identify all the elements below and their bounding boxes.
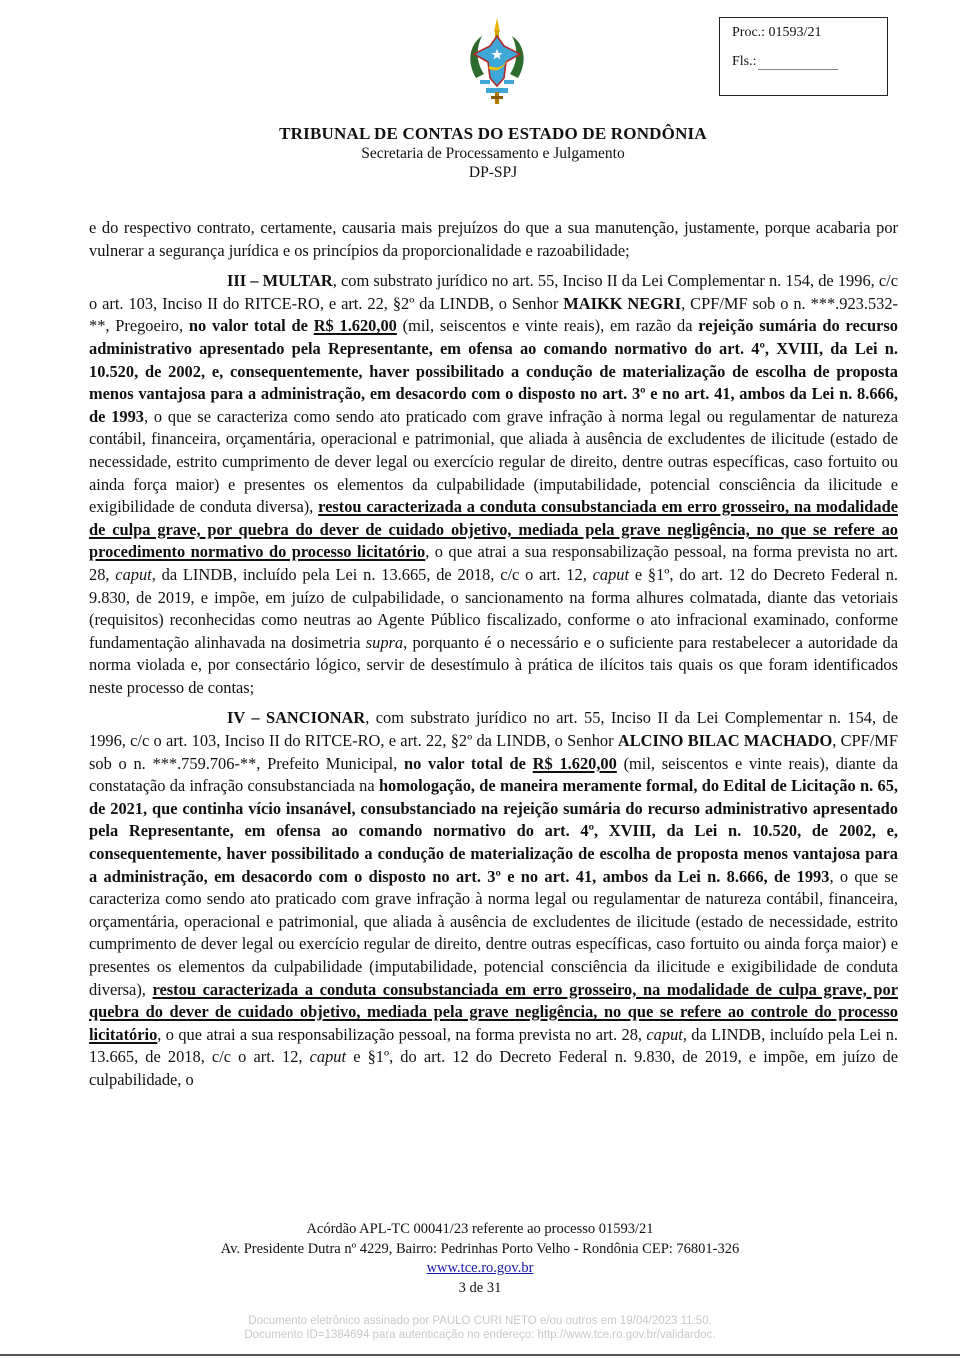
document-footer bbox=[0, 1220, 960, 1298]
text-span: (mil, seiscentos e vinte reais), em razão da bbox=[396, 316, 699, 336]
item-iv-conduct-finding: restou caracterizada a conduta consubstanciada em erro grosseiro, na modalidade de culpa grave, por quebra do dever de cuidado objetivo, mediada pela grave negligência, no que se refere ao controle do processo licitatório bbox=[89, 979, 898, 1044]
text-span: , com substrato jurídico no art. 55, Inciso II da Lei Complementar n. 154, de 1996, c/c o art. 103, Inciso II do RITCE-RO, e art. 22, §2º da LINDB, o Senhor bbox=[89, 271, 898, 313]
process-number: Proc.: 01593/21 bbox=[732, 25, 822, 40]
paragraph-item-iv bbox=[89, 707, 898, 1091]
italic-term: caput bbox=[592, 564, 630, 584]
italic-term: caput bbox=[646, 1024, 683, 1044]
text-span: (mil, seiscentos e vinte reais), diante da constatação da infração consubstanciada na bbox=[89, 753, 898, 796]
text-span: , da LINDB, incluído pela Lei n. 13.665, de 2018, c/c o art. 12, bbox=[89, 1024, 898, 1067]
paragraph-item-iii bbox=[89, 270, 898, 699]
item-iii-infraction: rejeição sumária do recurso administrativo apresentado pela Representante, em ofensa ao comando normativo do art. 4º, XVIII, da Lei n. 10.520, de 2002, e, consequentemente, haver possibilitado a condução de materialização de escolha de proposta menos vantajosa para a administração, em desacordo com o disposto no art. 3º e no art. 41, ambos da Lei n. 8.666, de 1993 bbox=[89, 316, 898, 426]
text-span: , CPF/MF sob o n. ***.923.532-**, Pregoeiro, bbox=[89, 293, 898, 336]
signature-line-2: Documento ID=1384694 para autenticação no endereço: http://www.tce.ro.gov.br/validardoc. bbox=[244, 1329, 716, 1341]
text-span: , o que se caracteriza como sendo ato praticado com grave infração à norma legal ou regulamentar de natureza contábil, financeira, orçamentária, operacional e patrimonial, que aliada à ausência de excludentes de ilicitude (estado de necessidade, estrito cumprimento de dever legal ou exercício regular de direito, dentre outras específicas, caso fortuito ou ainda força maior) e presentes os elementos da culpabilidade (imputabilidade, potencial consciência da ilicitude e exigibilidade de conduta diversa), bbox=[89, 866, 898, 999]
footer-address: Av. Presidente Dutra nº 4229, Bairro: Pedrinhas Porto Velho - Rondônia CEP: 76801-326 bbox=[220, 1240, 740, 1257]
text-span: , o que se caracteriza como sendo ato praticado com grave infração à norma legal ou regulamentar de natureza contábil, financeira, orçamentária, operacional e patrimonial, que aliada à ausência de excludentes de ilicitude (estado de necessidade, estrito cumprimento de dever legal ou exercício regular de direito, dentre outras específicas, caso fortuito ou ainda força maior) e presentes os elementos da culpabilidade (imputabilidade, potencial consciência da ilicitude e exigibilidade de conduta diversa), bbox=[89, 406, 898, 517]
text-span: e §1º, do art. 12 do Decreto Federal n. 9.830, de 2019, e impõe, em juízo de culpabilidade, o bbox=[89, 1047, 898, 1089]
item-iv-label: IV – SANCIONAR bbox=[227, 708, 366, 728]
page-bottom-border bbox=[0, 1354, 960, 1356]
crest-ribbon-left bbox=[480, 80, 490, 84]
folio-field bbox=[732, 54, 838, 70]
crest-sword-guard bbox=[491, 96, 503, 99]
intro-paragraph: e do respectivo contrato, certamente, causaria mais prejuízos do que a sua manutenção, justamente, porque acabaria por vulnerar a segurança jurídica e os princípios da proporcionalidade e razoabilidade; bbox=[89, 218, 898, 260]
item-iii-value-prefix: no valor total de bbox=[188, 316, 314, 336]
institution-subtitle: Secretaria de Processamento e Julgamento bbox=[361, 145, 625, 162]
item-iv-name: ALCINO BILAC MACHADO bbox=[617, 731, 833, 751]
crest-ribbon-right bbox=[504, 80, 514, 84]
text-span: , com substrato jurídico no art. 55, Inciso II da Lei Complementar n. 154, de 1996, c/c o art. 103, Inciso II do RITCE-RO, e art. 22, §2º da LINDB, o Senhor bbox=[89, 708, 898, 751]
item-iii-label: III – MULTAR bbox=[227, 271, 333, 291]
item-iii-fine-value: R$ 1.620,00 bbox=[313, 316, 397, 336]
item-iv-value-prefix: no valor total de bbox=[404, 753, 533, 773]
folio-blank-line bbox=[758, 55, 838, 70]
text-span: , CPF/MF sob o n. ***.759.706-**, Prefeito Municipal, bbox=[89, 731, 898, 773]
text-span: , o que atrai a sua responsabilização pessoal, na forma prevista no art. 28, bbox=[157, 1024, 647, 1044]
footer-acordao: Acórdão APL-TC 00041/23 referente ao processo 01593/21 bbox=[306, 1221, 654, 1237]
process-number-box bbox=[719, 17, 888, 96]
electronic-signature-stamp bbox=[0, 1314, 960, 1342]
item-iv-infraction: homologação, de maneira meramente formal, do Edital de Licitação n. 65, de 2021, que continha vício insanável, consubstanciado na rejeição sumária do recurso administrativo apresentado pela Representante, em ofensa ao comando normativo do art. 4º, XVIII, da Lei n. 10.520, de 2002, e, consequentemente, haver possibilitado a condução de materialização de escolha de proposta menos vantajosa para a administração, em desacordo com o disposto no art. 3º e no art. 41, ambos da Lei n. 8.666, de 1993 bbox=[89, 776, 898, 886]
item-iii-name: MAIKK NEGRI bbox=[563, 293, 682, 313]
text-span: , da LINDB, incluído pela Lei n. 13.665, de 2018, c/c o art. 12, bbox=[151, 564, 593, 584]
italic-term: supra bbox=[365, 632, 404, 652]
item-iv-fine-value: R$ 1.620,00 bbox=[532, 753, 617, 773]
text-span: , porquanto é o necessário e o suficiente para restabelecer a autoridade da norma violada e, por consectário lógico, servir de desestímulo à prática de ilícitos tais quais os que foram identificados neste processo de contas; bbox=[89, 632, 898, 697]
folio-label: Fls.: bbox=[732, 54, 757, 69]
crest-sword-tip bbox=[494, 18, 500, 32]
document-body bbox=[89, 217, 898, 1100]
footer-website-link[interactable]: www.tce.ro.gov.br bbox=[426, 1260, 534, 1276]
page-number: 3 de 31 bbox=[458, 1279, 502, 1296]
department-code: DP-SPJ bbox=[468, 164, 518, 181]
text-span: , o que atrai a sua responsabilização pessoal, na forma prevista no art. 28, bbox=[89, 542, 898, 584]
institution-title: TRIBUNAL DE CONTAS DO ESTADO DE RONDÔNIA bbox=[279, 124, 707, 143]
rondonia-coat-of-arms-icon bbox=[466, 16, 528, 110]
text-span: e §1º, do art. 12 do Decreto Federal n. 9.830, de 2019, e impõe, em juízo de culpabilidade, o sancionamento na forma alhures colmatada, diante das vetoriais (requisitos) reconhecidas como neutras ao Agente Público fiscalizado, conforme o ato infracional examinado, conforme fundamentação alinhavada na dosimetria bbox=[89, 564, 899, 652]
crest-shield bbox=[474, 36, 520, 86]
italic-term: caput bbox=[309, 1047, 347, 1067]
italic-term: caput bbox=[115, 564, 152, 584]
item-iii-conduct-finding: restou caracterizada a conduta consubstanciada em erro grosseiro, na modalidade de culpa grave, por quebra do dever de cuidado objetivo, mediada pela grave negligência, no que se refere ao procedimento normativo do processo licitatório bbox=[89, 497, 898, 562]
document-header bbox=[0, 124, 960, 182]
signature-line-1: Documento eletrônico assinado por PAULO CURI NETO e/ou outros em 19/04/2023 11:50. bbox=[248, 1315, 712, 1327]
